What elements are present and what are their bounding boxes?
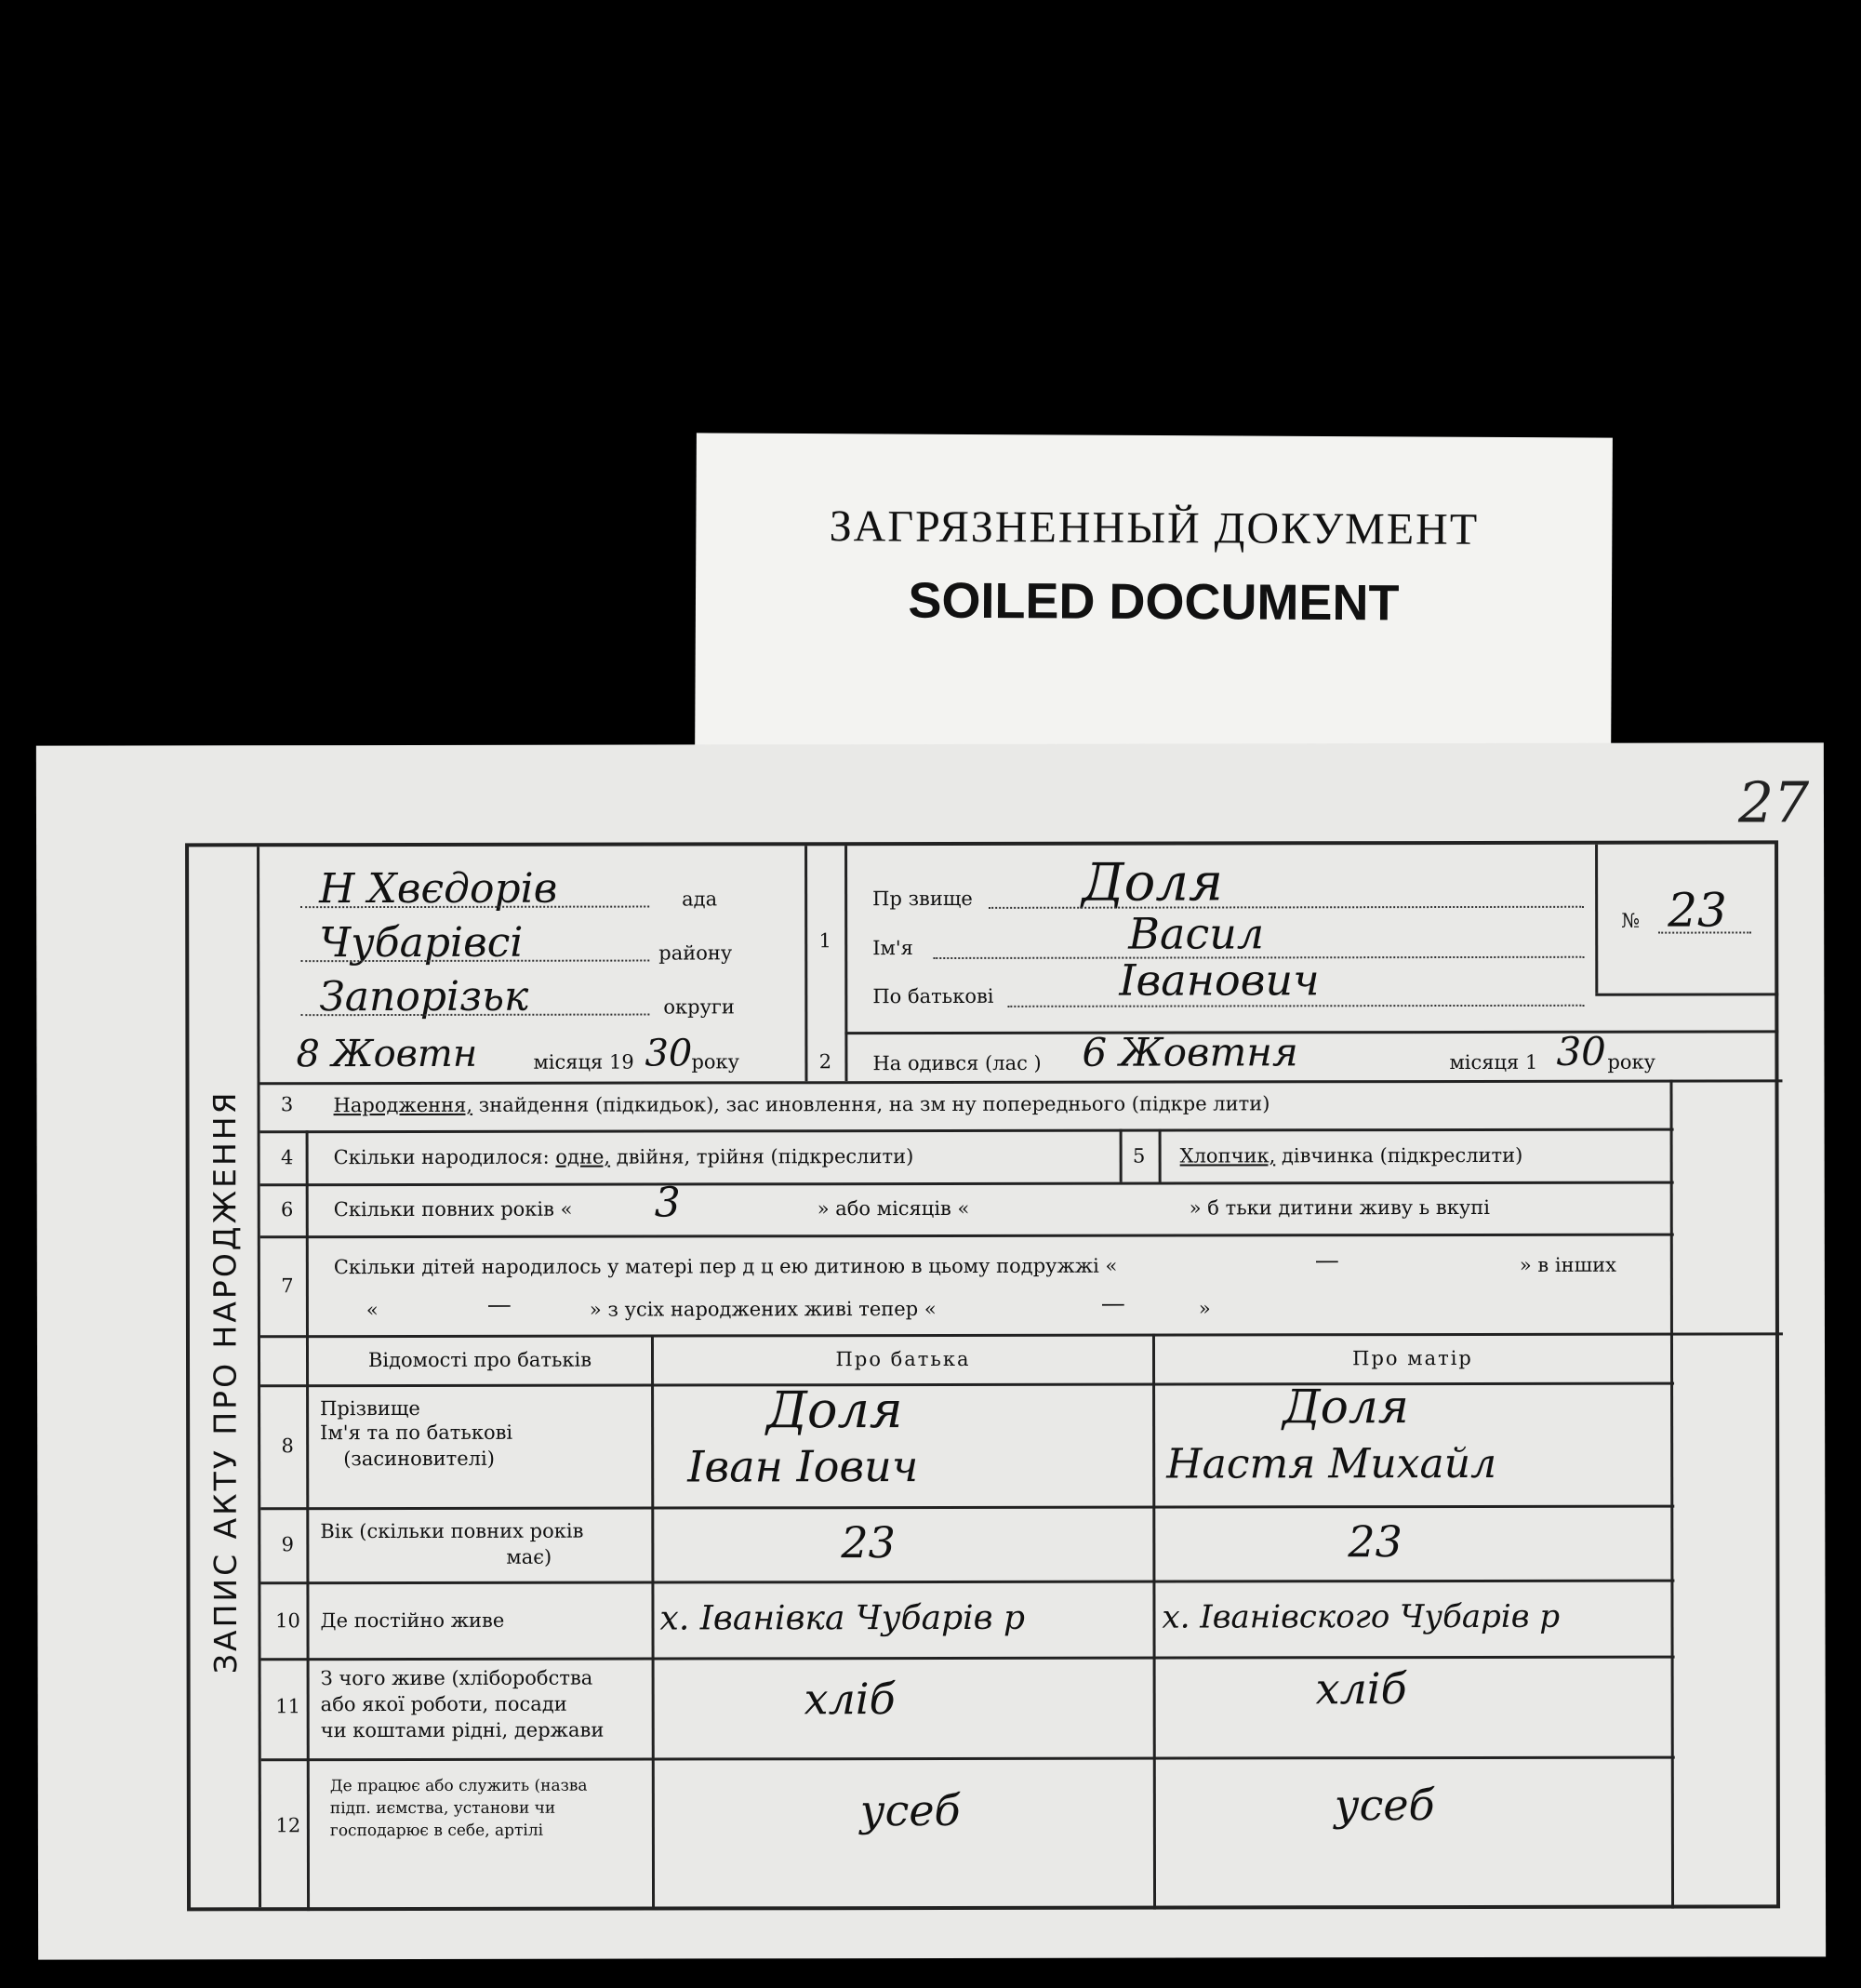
row-4-rest: двійня, трійня (підкреслити) <box>616 1145 914 1168</box>
row-7-line1: Скільки дітей народилось у матері пер д ц ею дитиною в цьому подружжі « <box>333 1254 1118 1279</box>
patronymic-line <box>1007 1005 1584 1007</box>
row-10-bottom <box>261 1656 1675 1661</box>
born-date-value: 6 Жовтня <box>1082 1029 1298 1075</box>
side-title-column <box>189 847 261 1907</box>
row-9-label-1: Вік (скільки повних років <box>320 1519 584 1543</box>
child-surname: Доля <box>1082 852 1224 914</box>
row-2-number: 2 <box>818 1050 832 1074</box>
row-3-rest: знайдення (підкидьок), зас иновлення, на зм ну попереднього (підкре лити) <box>478 1092 1270 1116</box>
row-11-bottom <box>261 1756 1675 1762</box>
row-8-bottom <box>260 1505 1674 1511</box>
row-11-label-3: чи коштами рідні, держави <box>320 1718 605 1742</box>
column-info-header: Відомості про батьків <box>367 1348 592 1372</box>
born-month-label: місяця 1 <box>1449 1050 1538 1074</box>
header-bottom-line <box>259 1079 1782 1085</box>
side-title: ЗАПИС АКТУ ПРО НАРОДЖЕННЯ <box>206 1089 245 1674</box>
stamp-russian-text: ЗАГРЯЗНЕННЫЙ ДОКУМЕНТ <box>829 501 1480 554</box>
name-label: Ім'я <box>872 937 913 960</box>
okrug-line <box>300 1014 649 1017</box>
okrug-value: Зaпорізьк <box>319 972 529 1021</box>
district-value: Чубарівсі <box>319 918 524 967</box>
council-value: Н Хвєдорів <box>319 864 558 914</box>
table-right-border <box>1670 1333 1674 1909</box>
birth-record-card <box>36 742 1826 1959</box>
record-number-line <box>1658 931 1751 933</box>
council-label: ада <box>682 887 718 911</box>
parents-header-bottom <box>260 1382 1674 1388</box>
row-7-bottom <box>260 1332 1783 1338</box>
record-no-divider <box>1595 845 1598 994</box>
row-3-text <box>334 1092 1270 1116</box>
row-7-line2-value1: — <box>486 1290 512 1319</box>
row-3-bottom <box>260 1128 1674 1134</box>
row-9-number: 9 <box>281 1533 295 1556</box>
row-4-text <box>334 1145 914 1168</box>
father-column-left <box>651 1335 655 1911</box>
row-6-months-label: » або місяців « <box>817 1196 970 1221</box>
surname-line <box>989 906 1584 909</box>
column-father-header: Про батька <box>835 1347 971 1371</box>
patronymic-label: По батькові <box>872 984 994 1008</box>
row-12-label-2: підп. иємства, установи чи <box>329 1798 556 1819</box>
column-mother-header: Про матір <box>1352 1346 1473 1370</box>
record-number-value: 23 <box>1668 883 1727 938</box>
soiled-document-stamp <box>695 433 1613 763</box>
row-12-number: 12 <box>275 1814 301 1837</box>
row-7-line2-value2: — <box>1100 1289 1125 1318</box>
mother-income: хліб <box>1315 1663 1407 1714</box>
header-num-divider <box>844 846 847 1081</box>
row-3-number: 3 <box>280 1093 294 1116</box>
row-6-end: » б тьки дитини живу ь вкупі <box>1189 1195 1490 1220</box>
row-7-line2-b: » з усіх народжених живі тепер « <box>589 1297 937 1321</box>
row-7-line2-c: » <box>1198 1297 1211 1320</box>
record-frame <box>185 840 1780 1911</box>
row-12-label-1: Де працює або служить (назва <box>329 1776 588 1796</box>
child-name: Васил <box>1128 908 1265 959</box>
row-8-label-3: (засиновителі) <box>343 1447 495 1471</box>
row-9-bottom <box>260 1580 1674 1585</box>
row-8-number: 8 <box>281 1434 294 1458</box>
row-3-underlined: Народження, <box>333 1093 473 1117</box>
row-12-label-3: господарює в себе, артілі <box>329 1821 544 1841</box>
row-8-label-1: Прізвище <box>320 1396 420 1421</box>
council-line <box>300 906 649 909</box>
row-7-line2-a: « <box>366 1299 379 1322</box>
row-7-line1-value: — <box>1314 1247 1339 1275</box>
record-number-label: № <box>1621 909 1641 932</box>
row-11-label-1: З чого живе (хліборобства <box>320 1666 593 1690</box>
page-number: 27 <box>1737 770 1810 836</box>
row-7-line1-end: » в інших <box>1519 1253 1616 1276</box>
born-year-label: року <box>1607 1050 1656 1074</box>
born-year: 30 <box>1556 1028 1606 1074</box>
row-5-rest: дівчинка (підкреслити) <box>1281 1143 1523 1167</box>
father-age: 23 <box>841 1517 896 1568</box>
row-6-years: 3 <box>654 1179 681 1227</box>
record-date-year-label: року <box>691 1050 740 1074</box>
mother-name: Настя Михайл <box>1166 1439 1497 1488</box>
row-5-num-divider <box>1159 1129 1162 1182</box>
row-7-number: 7 <box>281 1274 294 1298</box>
surname-label: Пр звище <box>872 887 973 911</box>
father-income: хліб <box>804 1674 896 1725</box>
record-date-month-label: місяця 19 <box>533 1050 634 1074</box>
born-label: На одився (лас ) <box>872 1051 1042 1075</box>
district-line <box>300 960 649 963</box>
row-1-number: 1 <box>818 929 831 953</box>
row-5-number: 5 <box>1132 1144 1146 1167</box>
row-4-number: 4 <box>280 1146 294 1169</box>
row-4-label: Скільки народилося: <box>333 1145 550 1169</box>
child-patronymic: Іванович <box>1119 954 1320 1006</box>
row-8-label-2: Ім'я та по батькові <box>320 1421 513 1445</box>
row-4-bottom <box>260 1181 1674 1187</box>
row-10-number: 10 <box>275 1609 300 1633</box>
row-9-label-2: має) <box>506 1545 552 1568</box>
father-name: Іван Іович <box>687 1441 919 1492</box>
row-6-bottom <box>260 1234 1674 1239</box>
record-no-bottom <box>1595 993 1778 995</box>
okrug-label: округи <box>663 995 735 1019</box>
mother-surname: Доля <box>1283 1380 1409 1434</box>
father-work: усеб <box>859 1784 961 1836</box>
row-11-label-2: або якої роботи, посади <box>320 1692 567 1716</box>
row-6-label: Скільки повних років « <box>333 1197 573 1221</box>
mother-age: 23 <box>1348 1516 1402 1568</box>
row-6-number: 6 <box>281 1198 294 1221</box>
row-11-number: 11 <box>275 1695 301 1718</box>
mother-work: усеб <box>1334 1780 1435 1831</box>
header-row-divider <box>844 1030 1778 1034</box>
district-label: району <box>658 941 733 965</box>
row-4-one: одне, <box>555 1145 611 1168</box>
header-divider <box>804 846 807 1081</box>
mother-residence: х. Іванівского Чубарів р <box>1162 1597 1561 1636</box>
number-column-line <box>306 1130 310 1911</box>
stamp-english-text: SOILED DOCUMENT <box>908 572 1400 632</box>
record-date-value: 8 Жовтн <box>296 1032 478 1076</box>
record-date-year: 30 <box>645 1032 693 1075</box>
father-residence: х. Іванівка Чубарів р <box>659 1598 1026 1638</box>
rows-right-border <box>1669 1080 1672 1333</box>
row-10-label: Де постійно живе <box>320 1608 505 1633</box>
mother-column-left <box>1152 1334 1156 1910</box>
father-surname: Доля <box>766 1381 903 1440</box>
row-5-text <box>1180 1144 1523 1167</box>
row-5-boy: Хлопчик, <box>1179 1144 1276 1167</box>
